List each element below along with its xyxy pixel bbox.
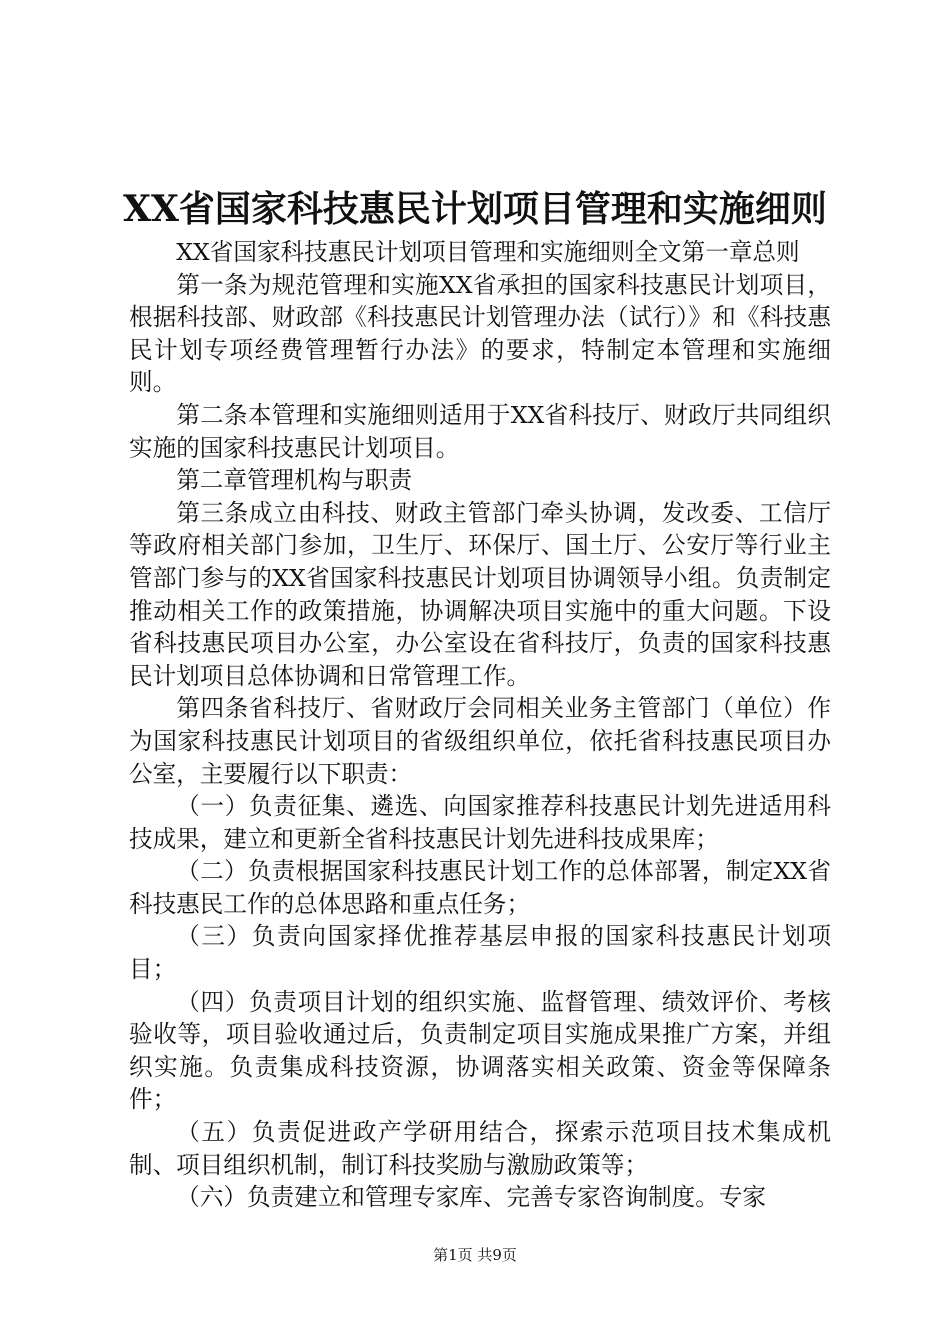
- paragraph: 第二条本管理和实施细则适用于XX省科技厅、财政厅共同组织实施的国家科技惠民计划项目。: [129, 400, 831, 462]
- document-title: XX省国家科技惠民计划项目管理和实施细则: [123, 188, 827, 230]
- document-body: [129, 236, 831, 1214]
- list-item: （五）负责促进政产学研用结合，探索示范项目技术集成机制、项目组织机制，制订科技奖励与激励政策等；: [129, 1118, 831, 1179]
- paragraph: 第三条成立由科技、财政主管部门牵头协调，发改委、工信厅等政府相关部门参加，卫生厅、环保厅、国土厅、公安厅等行业主管部门参与的XX省国家科技惠民计划项目协调领导小组。负责制定推动相关工作的政策措施，协调解决项目实施中的重大问题。下设省科技惠民项目办公室，办公室设在省科技厅，负责的国家科技惠民计划项目总体协调和日常管理工作。: [129, 498, 831, 690]
- list-item: （四）负责项目计划的组织实施、监督管理、绩效评价、考核验收等，项目验收通过后，负责制定项目实施成果推广方案，并组织实施。负责集成科技资源，协调落实相关政策、资金等保障条件；: [129, 987, 831, 1114]
- list-item: （六）负责建立和管理专家库、完善专家咨询制度。专家: [176, 1183, 767, 1212]
- list-item: （三）负责向国家择优推荐基层申报的国家科技惠民计划项目；: [129, 922, 831, 984]
- list-item: （二）负责根据国家科技惠民计划工作的总体部署，制定XX省科技惠民工作的总体思路和重点任务；: [129, 857, 831, 918]
- paragraph: XX省国家科技惠民计划项目管理和实施细则全文第一章总则: [176, 238, 800, 266]
- page-footer: 第1页 共9页: [433, 1246, 517, 1264]
- chapter-heading: 第二章管理机构与职责: [176, 466, 413, 495]
- paragraph: 第四条省科技厅、省财政厅会同相关业务主管部门（单位）作为国家科技惠民计划项目的省级组织单位，依托省科技惠民项目办公室，主要履行以下职责：: [129, 694, 831, 788]
- list-item: （一）负责征集、遴选、向国家推荐科技惠民计划先进适用科技成果，建立和更新全省科技惠民计划先进科技成果库；: [129, 792, 831, 853]
- paragraph: 第一条为规范管理和实施XX省承担的国家科技惠民计划项目，根据科技部、财政部《科技惠民计划管理办法（试行）》和《科技惠民计划专项经费管理暂行办法》的要求，特制定本管理和实施细则。: [129, 270, 831, 397]
